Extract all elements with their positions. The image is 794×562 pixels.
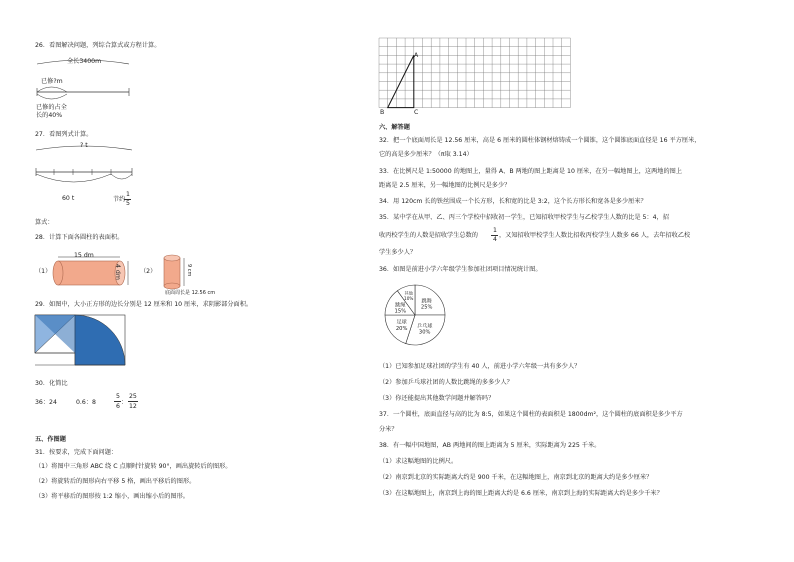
q30-frac-a-num: 5 bbox=[116, 393, 120, 400]
q29-squares-figure bbox=[35, 313, 165, 373]
section6-title: 六、解答题 bbox=[379, 124, 410, 131]
q35-line1: 35．某中学在从甲、乙、丙三个学校中招收初一学生，已知招收甲校学生与乙校学生人数的比是 5：4，招 bbox=[379, 214, 669, 221]
q26-note-line2: 长的40% bbox=[36, 112, 63, 119]
q26-note-line1: 已修的占全 bbox=[36, 104, 67, 111]
pie-value-0: 25% bbox=[420, 304, 433, 311]
section5-title: 五、作图题 bbox=[35, 436, 66, 443]
q30-frac-a-bar bbox=[114, 401, 121, 402]
q32-line1: 32．把一个底面周长是 12.56 厘米，高是 6 厘米的圆柱体钢材熔铸成一个圆锥，这个圆锥底面直径是 16 平方厘米， bbox=[379, 137, 701, 144]
q30-frac-b-den: 12 bbox=[129, 403, 137, 410]
q30-frac-b-bar bbox=[128, 401, 138, 402]
pie-value-1: 30% bbox=[418, 329, 431, 336]
q28-item1-label: （1） bbox=[35, 268, 52, 275]
q38-item2: （2）南京到北京的实际距离大约是 900 千米，在这幅地图上，南京到北京的距离大约是多少厘米？ bbox=[379, 474, 653, 481]
q36-title: 36．如图是前进小学六年级学生参加社团项目情况统计图。 bbox=[379, 266, 542, 273]
q27-line-diagram bbox=[34, 142, 144, 192]
q26-title: 26．看图解决问题，列综合算式或方程计算。 bbox=[35, 42, 161, 49]
q30-frac-a-den: 6 bbox=[116, 403, 120, 410]
q28-dim-height: 4 dm bbox=[114, 264, 121, 280]
q27-left-value: 60 t bbox=[62, 195, 75, 202]
q32-line2: 它的高是多少厘米？（π取 3.14） bbox=[379, 151, 473, 158]
q28-item2-label: （2） bbox=[140, 268, 157, 275]
pie-label-2: 足球 bbox=[396, 319, 407, 326]
q31-item3: （3）将平移后的图形按 1:2 缩小，画出缩小后的图形。 bbox=[35, 493, 189, 500]
q38-item1: （1）求这幅地图的比例尺。 bbox=[379, 458, 458, 465]
q33-line2: 距离是 2.5 厘米，另一幅地图的比例尺是多少？ bbox=[379, 182, 511, 189]
q30-ratio2: 0.6：8 bbox=[76, 399, 96, 406]
q28-title: 28．计算下面各圆柱的表面积。 bbox=[35, 234, 124, 241]
q38-title: 38．有一幅中国地图，AB 两地间的图上距离为 5 厘米，实际距离为 225 千米。 bbox=[379, 442, 601, 449]
q27-right-label: 节约 bbox=[113, 196, 126, 203]
grid-label-a: A bbox=[414, 52, 419, 59]
q36-item3: （3）你还能提出其他数学问题并解答吗？ bbox=[379, 395, 495, 402]
q30-colon: ： bbox=[121, 399, 128, 406]
q27-fraction-den: 5 bbox=[126, 200, 130, 207]
q35-line3: 学生多少人？ bbox=[379, 249, 417, 256]
grid-label-c: C bbox=[414, 109, 419, 116]
pie-value-3: 15% bbox=[394, 308, 407, 315]
q36-item1: （1）已知参加足球社团的学生有 40 人，前进小学六年级一共有多少人？ bbox=[379, 363, 581, 370]
pie-label-0: 跳舞 bbox=[421, 298, 432, 305]
q31-title: 31．按要求，完成下面问题： bbox=[35, 449, 118, 456]
q26-repaired-label: 已修?m bbox=[41, 78, 63, 85]
q35-frac-den: 4 bbox=[493, 236, 497, 243]
q37-line2: 分米？ bbox=[379, 426, 398, 433]
q30-title: 30．化简比 bbox=[35, 380, 68, 387]
q28-base-note: 底面周长是 12.56 cm bbox=[165, 290, 216, 296]
pie-label-1: 乒乓球 bbox=[416, 323, 433, 330]
q30-frac-b-num: 25 bbox=[129, 393, 137, 400]
q27-fraction-num: 1 bbox=[126, 191, 130, 198]
q29-title: 29．如图中，大小正方形的边长分别是 12 厘米和 10 厘米，求阴影部分面积。 bbox=[35, 301, 253, 308]
pie-value-2: 20% bbox=[395, 325, 408, 332]
q37-line1: 37．一个圆柱，底面直径与高的比为 8:5，如果这个圆柱的表面积是 1800dm²，这个圆柱的底面积是多少平方 bbox=[379, 411, 683, 418]
q33-line1: 33．在比例尺是 1:50000 的地图上，量得 A、B 两地的图上距离是 10 厘米，在另一幅地图上，这两地的图上 bbox=[379, 168, 683, 175]
q27-title: 27．看图列式计算。 bbox=[35, 131, 93, 138]
q34: 34．用 120cm 长的铁丝围成一个长方形，长和宽的比是 3:2，这个长方形长和宽各是多少厘米？ bbox=[379, 198, 647, 205]
q31-item2: （2）将旋转后的图形向右平移 5 格，画出平移后的图形。 bbox=[35, 478, 196, 485]
q35-frac-num: 1 bbox=[493, 227, 497, 234]
q31-item1: （1）将图中三角形 ABC 绕 C 点顺时针旋转 90°，画出旋转后的图形。 bbox=[35, 463, 232, 470]
grid-label-b: B bbox=[380, 109, 385, 116]
pie-value-4: 10% bbox=[404, 295, 414, 301]
pie-label-3: 跳绳 bbox=[395, 302, 406, 309]
q30-ratio1: 36：24 bbox=[35, 399, 57, 406]
q31-grid-figure bbox=[379, 38, 579, 118]
q26-total-label: 全长3400m bbox=[67, 58, 102, 65]
q27-formula-label: 算式： bbox=[35, 219, 54, 226]
q35-line2-pre: 收丙校学生的人数是招收学生总数的 bbox=[379, 232, 478, 239]
q38-item3: （3）在这幅地图上，南京到上海的图上距离大约是 6.6 厘米，南京到上海的实际距离大约是多少千米？ bbox=[379, 490, 663, 497]
q28-dim-length: 15 dm bbox=[74, 252, 94, 259]
pie-label-4: 其他 bbox=[404, 290, 413, 296]
q36-item2: （2）参加乒乓球社团的人数比跳绳的多多少人？ bbox=[379, 379, 513, 386]
q28-dim-side: 9 cm bbox=[186, 264, 192, 277]
q27-top-label: ? t bbox=[80, 142, 88, 149]
q35-line2-post: ，又知招收甲校学生人数比招收丙校学生人数多 66 人，去年招收乙校 bbox=[499, 232, 691, 239]
q36-pie-chart bbox=[383, 283, 447, 347]
